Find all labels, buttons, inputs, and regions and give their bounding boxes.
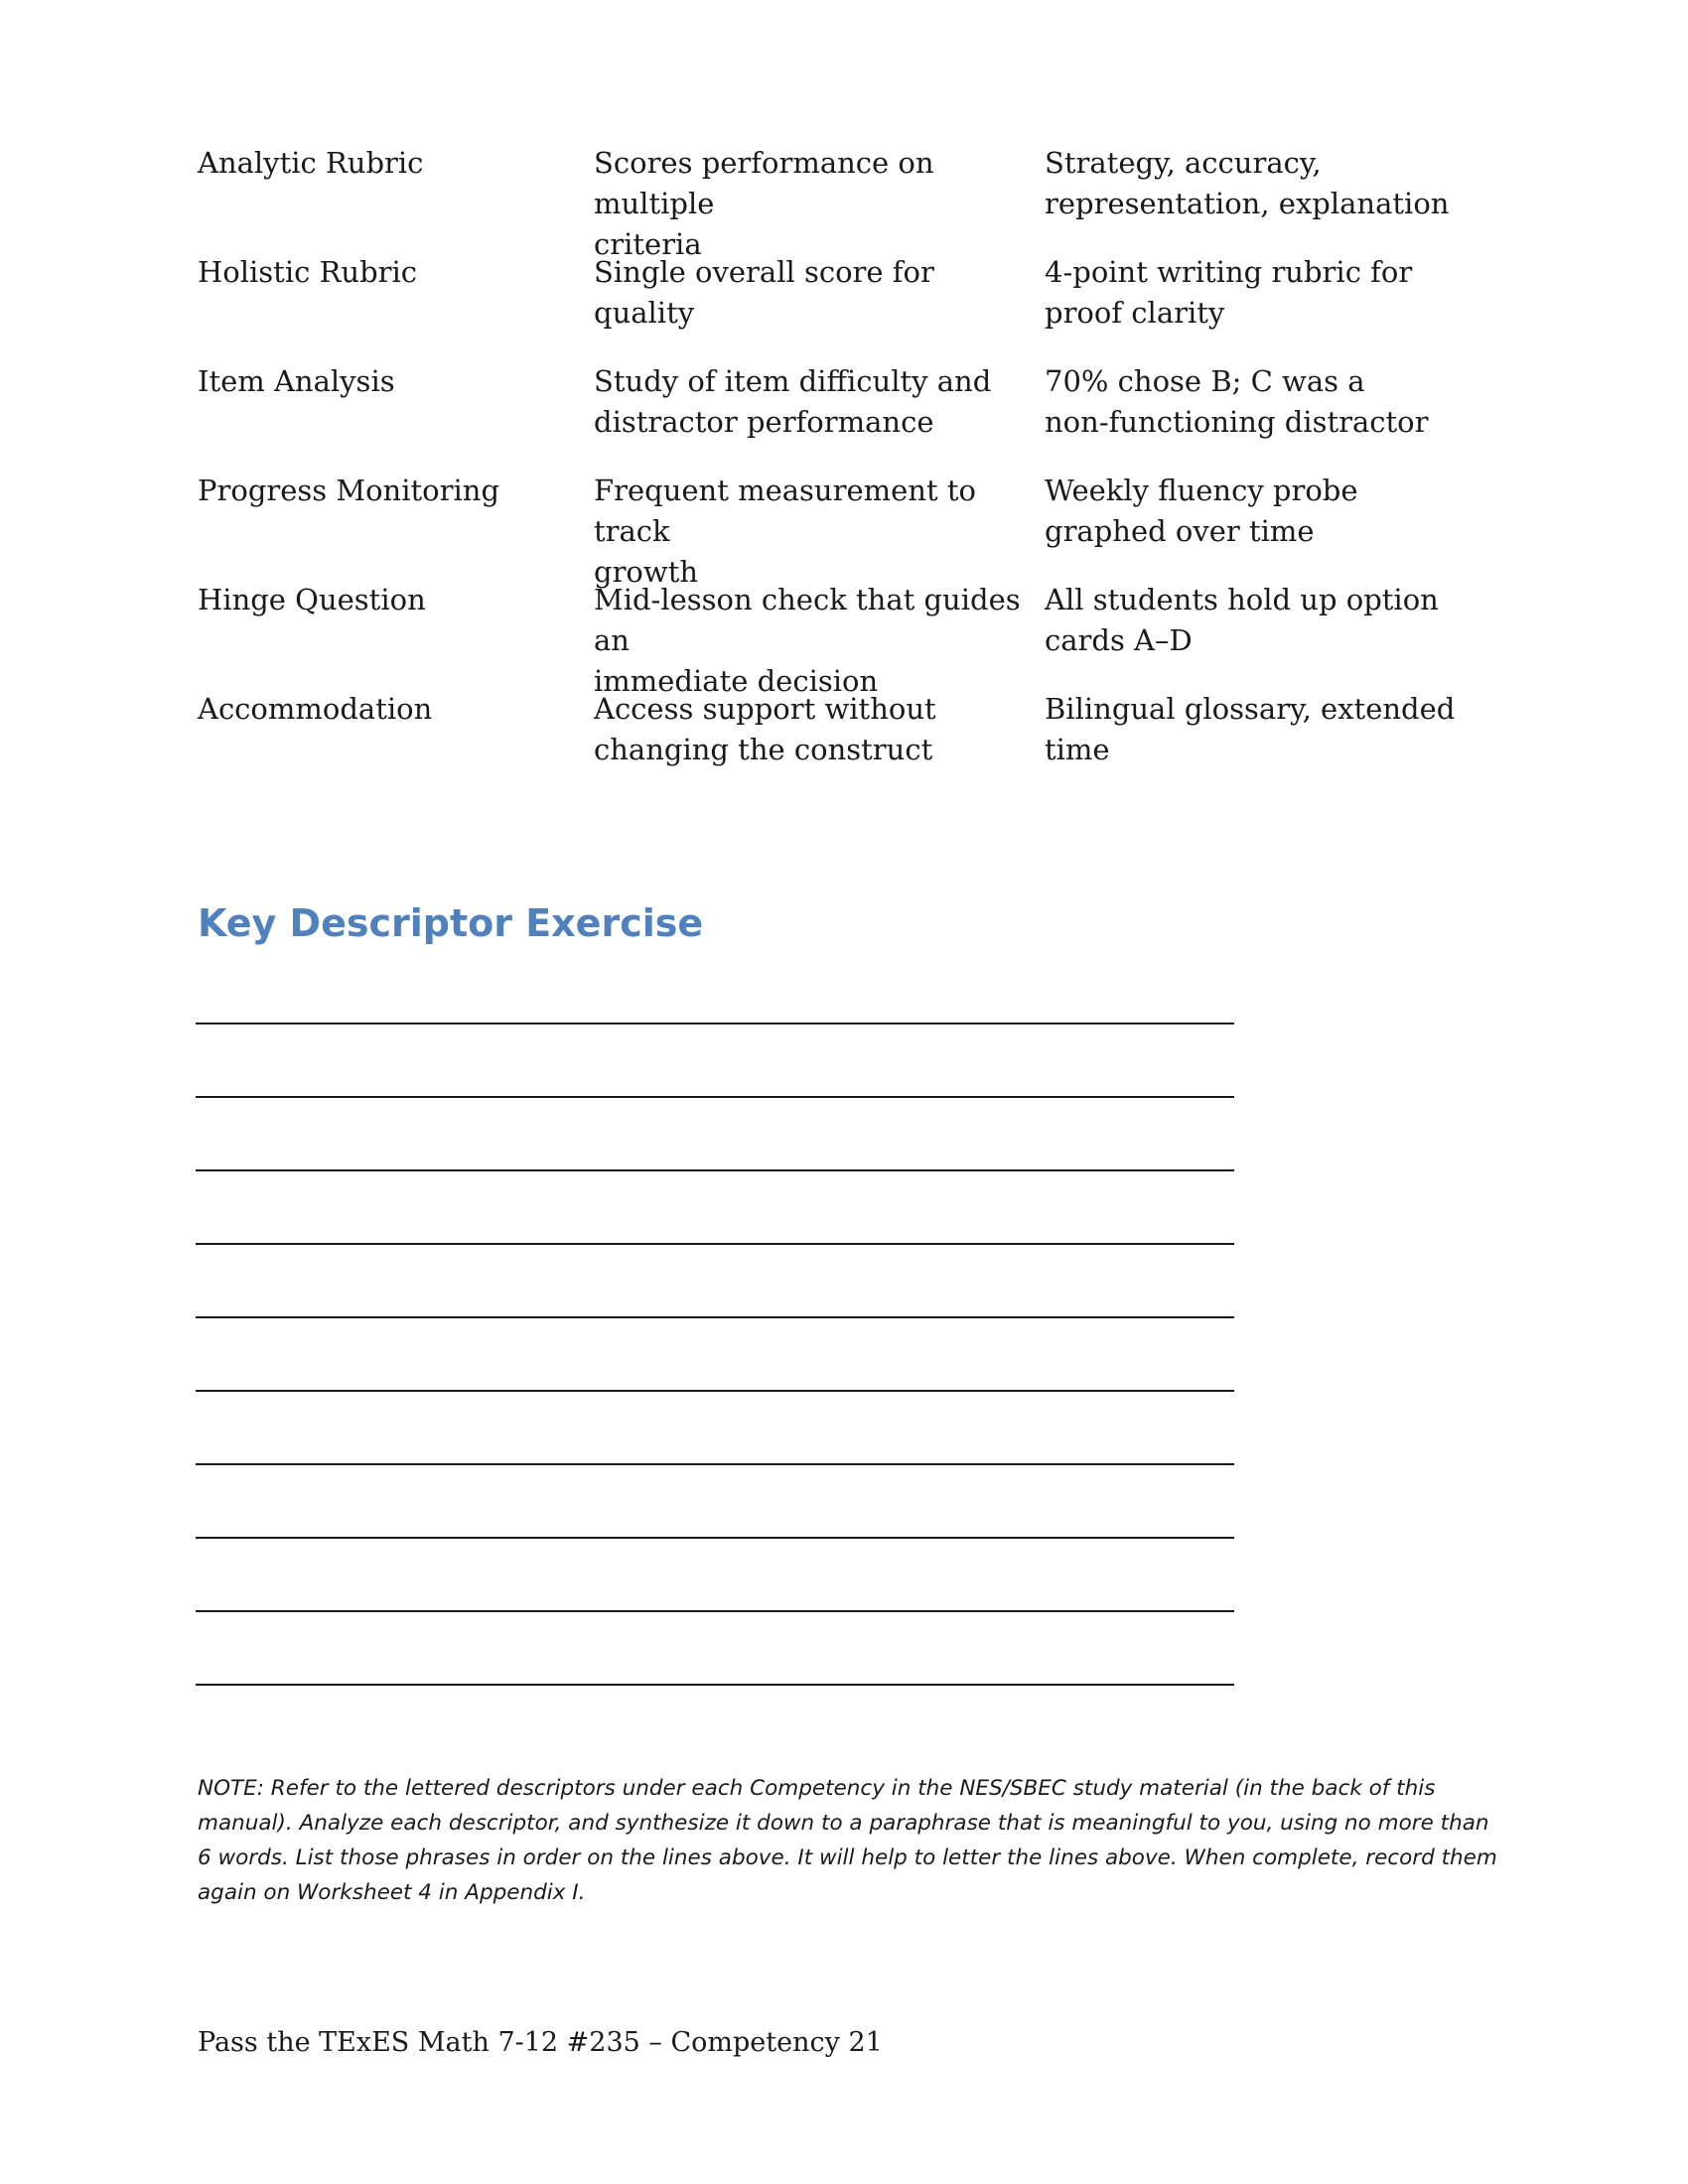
term-name: Accommodation [198, 692, 433, 726]
answer-line[interactable] [196, 1612, 1234, 1686]
term-row [198, 143, 1488, 261]
term-definition: Frequent measurement to track growth [594, 474, 976, 589]
term-example: Strategy, accuracy, representation, explanation [1045, 146, 1450, 220]
term-example: 70% chose B; C was a non-functioning distractor [1045, 364, 1429, 439]
answer-line[interactable] [196, 1024, 1234, 1098]
term-example: All students hold up option cards A–D [1045, 583, 1439, 657]
term-name: Hinge Question [198, 583, 426, 616]
term-row [198, 252, 1488, 361]
term-definition: Scores performance on multiple criteria [594, 146, 934, 261]
exercise-heading: Key Descriptor Exercise [198, 901, 704, 945]
term-example: Bilingual glossary, extended time [1045, 692, 1456, 766]
term-name: Holistic Rubric [198, 255, 418, 289]
term-name: Analytic Rubric [198, 146, 424, 180]
term-definition: Access support without changing the construct [594, 692, 936, 766]
term-row [198, 361, 1488, 471]
terms-table [198, 143, 1488, 798]
term-row [198, 471, 1488, 589]
answer-line[interactable] [196, 1539, 1234, 1612]
term-definition: Single overall score for quality [594, 255, 934, 330]
term-definition: Study of item difficulty and distractor performance [594, 364, 992, 439]
writing-lines [196, 1023, 1234, 1686]
answer-line[interactable] [196, 1465, 1234, 1539]
term-name: Item Analysis [198, 364, 395, 398]
term-row [198, 580, 1488, 698]
answer-line[interactable] [196, 1392, 1234, 1465]
term-name: Progress Monitoring [198, 474, 500, 507]
answer-line[interactable] [196, 1098, 1234, 1171]
term-definition: Mid-lesson check that guides an immediate decision [594, 583, 1021, 698]
term-example: 4-point writing rubric for proof clarity [1045, 255, 1413, 330]
answer-line[interactable] [196, 1245, 1234, 1318]
answer-line[interactable] [196, 1318, 1234, 1392]
term-row [198, 689, 1488, 798]
answer-line[interactable] [196, 1171, 1234, 1245]
term-example: Weekly fluency probe graphed over time [1045, 474, 1358, 548]
page-footer: Pass the TExES Math 7-12 #235 – Competency 21 [198, 2027, 883, 2058]
instruction-note: NOTE: Refer to the lettered descriptors under each Competency in the NES/SBEC study material (in the back of this manual). Analyze each descriptor, and synthesize it down to a paraphrase that is meaningful to you, using no more than 6 words. List those phrases in order on the lines above. It will help to letter the lines above. When complete, record them again on Worksheet 4 in Appendix I. [198, 1776, 1497, 1905]
